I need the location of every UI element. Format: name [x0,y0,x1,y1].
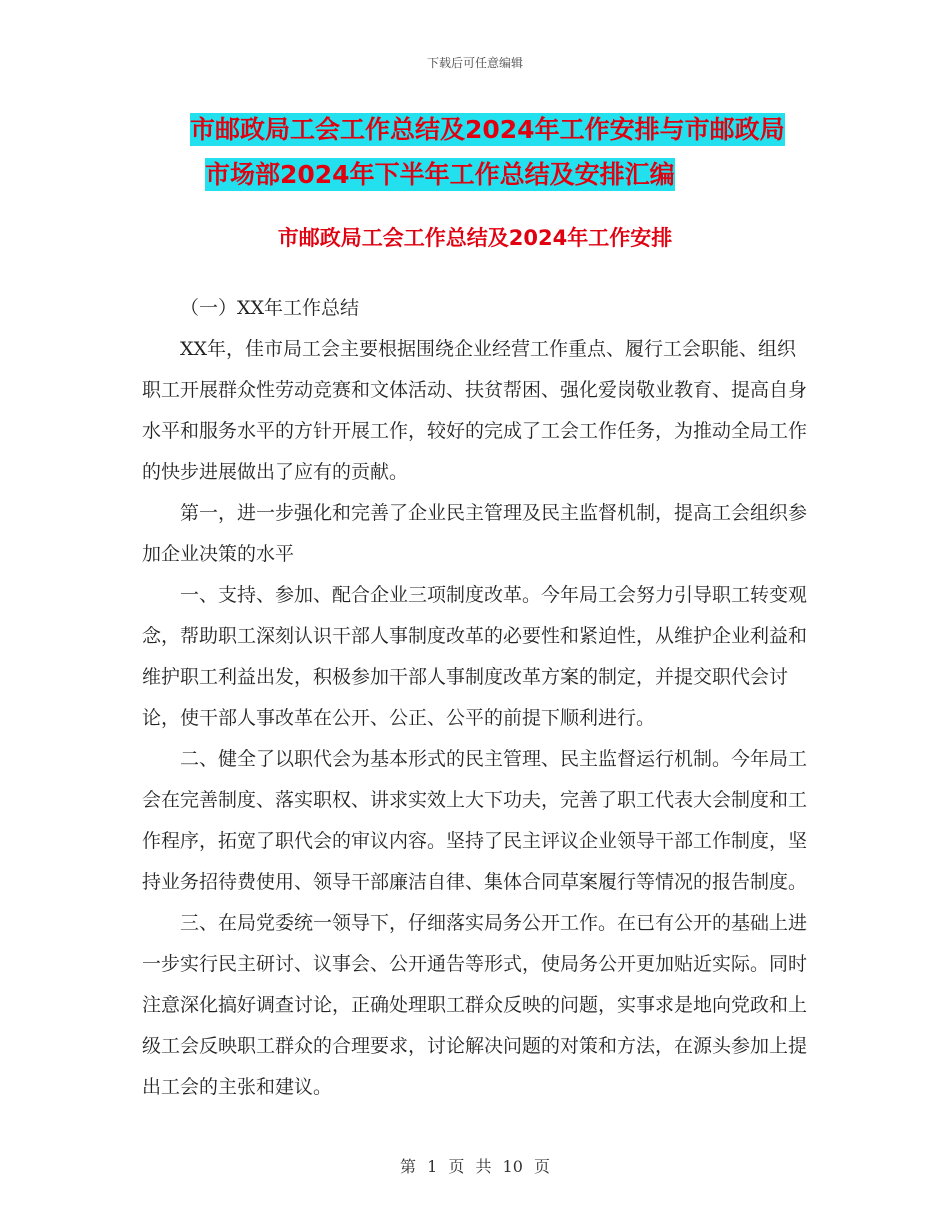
section-title: 市邮政局工会工作总结及2024年工作安排 [277,226,673,250]
document-title-line-1 [0,109,950,151]
page-header-note: 下载后可任意编辑 [426,56,523,70]
paragraph: XX年，佳市局工会主要根据围绕企业经营工作重点、履行工会职能、组织职工开展群众性劳动竞赛和文体活动、扶贫帮困、强化爱岗敬业教育、提高自身水平和服务水平的方针开展工作，较好的完成了工会工作任务，为推动全局工作的快步进展做出了应有的贡献。 [142,338,808,483]
paragraph: 三、在局党委统一领导下，仔细落实局务公开工作。在已有公开的基础上进一步实行民主研讨、议事会、公开通告等形式，使局务公开更加贴近实际。同时注意深化搞好调查讨论，正确处理职工群众反映的问题，实事求是地向党政和上级工会反映职工群众的合理要求，讨论解决问题的对策和方法，在源头参加上提出工会的主张和建议。 [142,912,808,1098]
page-number: 第 1 页 共 10 页 [400,1157,550,1176]
document-body [142,288,812,1108]
paragraph: 第一，进一步强化和完善了企业民主管理及民主监督机制，提高工会组织参加企业决策的水平 [142,502,808,565]
title-highlight-2: 市场部2024年下半年工作总结及安排汇编 [205,160,675,189]
paragraph: 二、健全了以职代会为基本形式的民主管理、民主监督运行机制。今年局工会在完善制度、落实职权、讲求实效上大下功夫，完善了职工代表大会制度和工作程序，拓宽了职代会的审议内容。坚持了民主评议企业领导干部工作制度，坚持业务招待费使用、领导干部廉洁自律、集体合同草案履行等情况的报告制度。 [142,748,808,893]
title-highlight-1: 市邮政局工会工作总结及2024年工作安排与市邮政局 [190,115,785,144]
document-title-line-2 [0,154,950,196]
section-heading: （一）XX年工作总结 [180,297,360,319]
paragraph: 一、支持、参加、配合企业三项制度改革。今年局工会努力引导职工转变观念，帮助职工深刻认识干部人事制度改革的必要性和紧迫性，从维护企业利益和维护职工利益出发，积极参加干部人事制度改革方案的制定，并提交职代会讨论，使干部人事改革在公开、公正、公平的前提下顺利进行。 [142,584,808,729]
